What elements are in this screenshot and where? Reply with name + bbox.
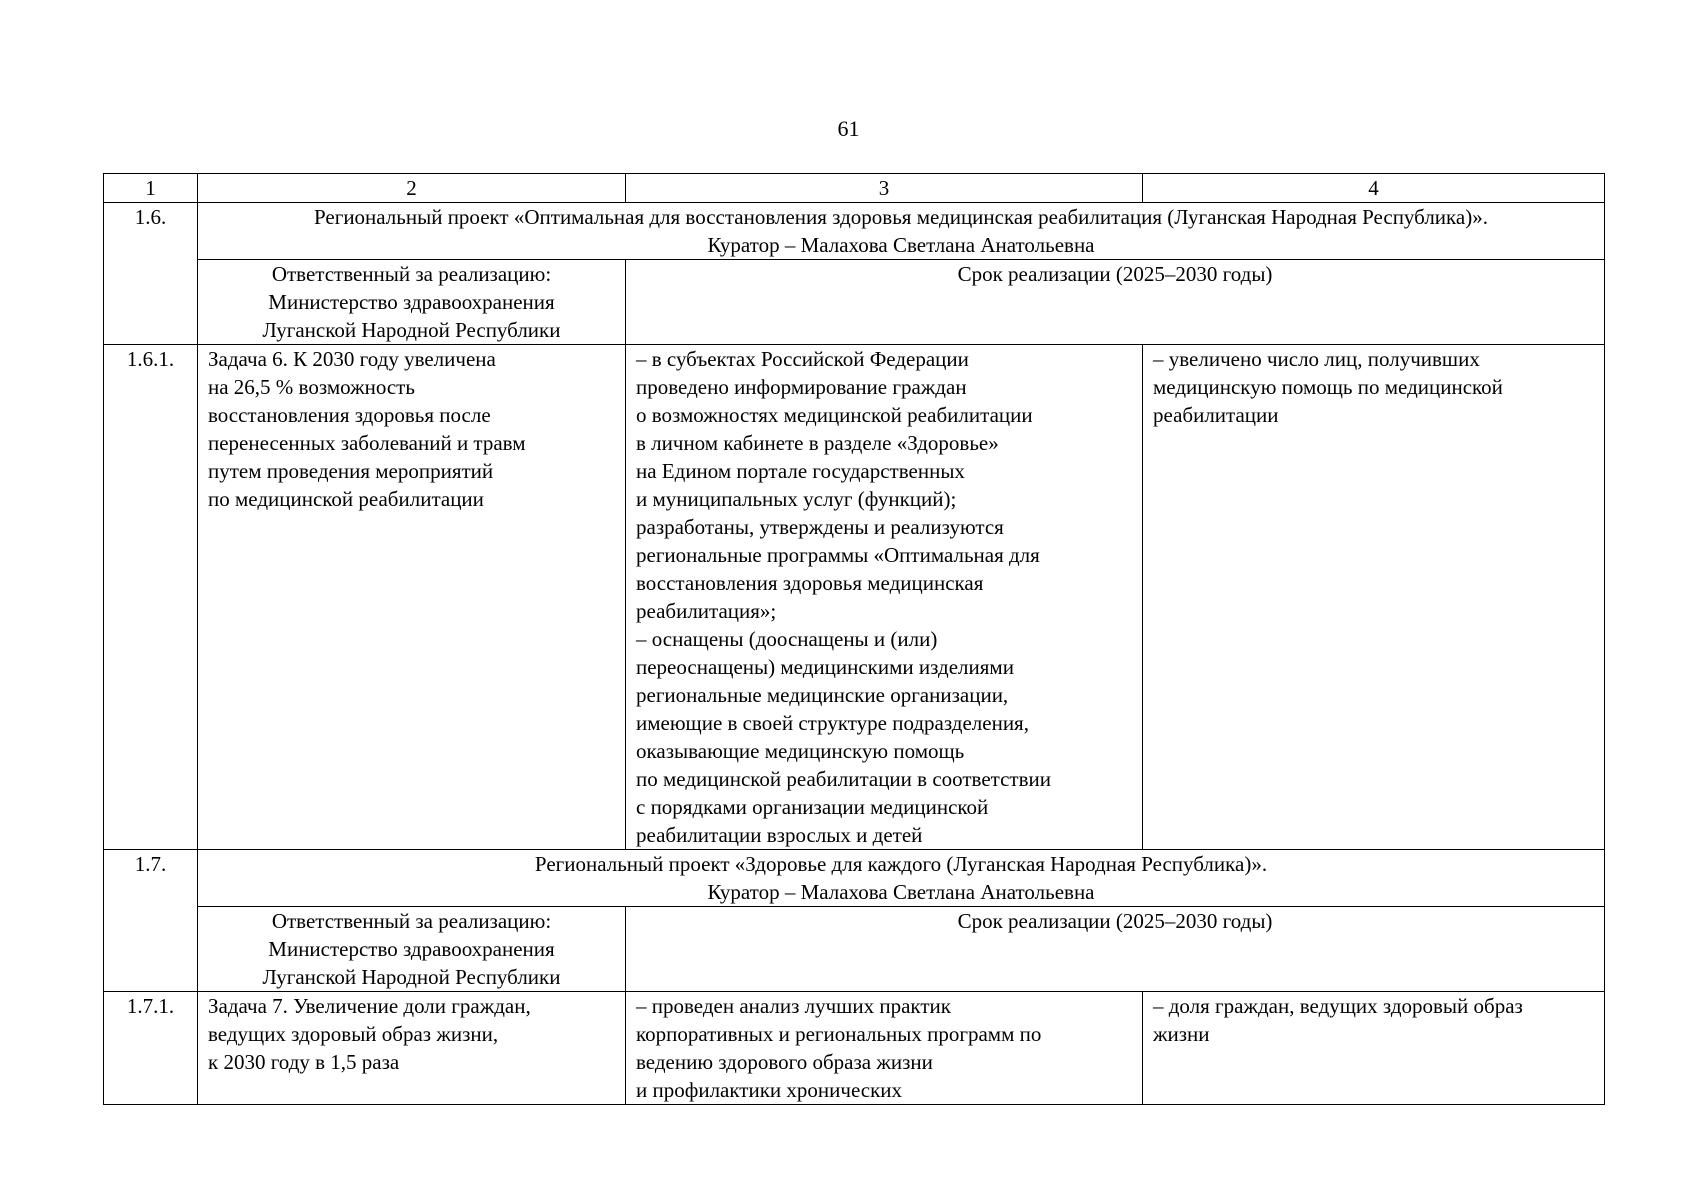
task-result-text: – доля граждан, ведущих здоровый образ жизни — [1153, 994, 1523, 1046]
task-goal-text: Задача 7. Увеличение доли граждан, ведущих здоровый образ жизни, к 2030 году в 1,5 раза — [208, 994, 531, 1074]
task-number: 1.6.1. — [104, 345, 198, 850]
project-title-row — [104, 850, 1605, 907]
task-activities-text: – в субъектах Российской Федерации проведено информирование граждан о возможностях медицинской реабилитации в личном кабинете в разделе «Здоровье» на Едином портале государственных и муниципальных услуг (функций); разработаны, утверждены и реализуются региональные программы «Оптимальная для восстановления здоровья медицинская реабилитация»; – оснащены (дооснащены и (или) переоснащены) медицинскими изделиями региональные медицинские организации, имеющие в своей структуре подразделения, оказывающие медицинскую помощь по медицинской реабилитации в соответствии с порядками организации медицинской реабилитации взрослых и детей — [636, 347, 1051, 847]
task-goal-cell — [198, 992, 626, 1105]
column-number-2: 2 — [198, 174, 626, 203]
responsible-cell — [198, 907, 626, 992]
task-result-cell — [1143, 345, 1605, 850]
column-number-4: 4 — [1143, 174, 1605, 203]
task-goal-cell — [198, 345, 626, 850]
task-activities-cell — [626, 992, 1143, 1105]
period-cell: Срок реализации (2025–2030 годы) — [626, 907, 1605, 992]
project-title — [198, 850, 1605, 907]
project-title-row — [104, 203, 1605, 260]
responsible-text: Ответственный за реализацию: Министерство здравоохранения Луганской Народной Республики — [262, 262, 561, 342]
section-number: 1.6. — [104, 203, 198, 345]
task-result-text: – увеличено число лиц, получивших медицинскую помощь по медицинской реабилитации — [1153, 347, 1503, 427]
section-number: 1.7. — [104, 850, 198, 992]
responsible-text: Ответственный за реализацию: Министерство здравоохранения Луганской Народной Республики — [262, 909, 561, 989]
task-row — [104, 992, 1605, 1105]
responsible-cell — [198, 260, 626, 345]
task-result-cell — [1143, 992, 1605, 1105]
column-number-3: 3 — [626, 174, 1143, 203]
task-activities-text: – проведен анализ лучших практик корпоративных и региональных программ по ведению здорового образа жизни и профилактики хронических — [636, 994, 1042, 1102]
column-number-row — [104, 174, 1605, 203]
project-title — [198, 203, 1605, 260]
responsible-row — [104, 907, 1605, 992]
responsible-row — [104, 260, 1605, 345]
period-cell: Срок реализации (2025–2030 годы) — [626, 260, 1605, 345]
column-number-1: 1 — [104, 174, 198, 203]
project-title-text: Региональный проект «Здоровье для каждого (Луганская Народная Республика)». Куратор – Малахова Светлана Анатольевна — [534, 852, 1268, 904]
task-goal-text: Задача 6. К 2030 году увеличена на 26,5 % возможность восстановления здоровья после перенесенных заболеваний и травм путем проведения мероприятий по медицинской реабилитации — [208, 347, 526, 511]
page-number: 61 — [837, 116, 860, 141]
task-row — [104, 345, 1605, 850]
task-activities-cell — [626, 345, 1143, 850]
project-title-text: Региональный проект «Оптимальная для восстановления здоровья медицинская реабилитация (Луганская Народная Республика)». Куратор – Малахова Светлана Анатольевна — [313, 205, 1488, 257]
task-number: 1.7.1. — [104, 992, 198, 1105]
program-table — [103, 173, 1605, 1105]
